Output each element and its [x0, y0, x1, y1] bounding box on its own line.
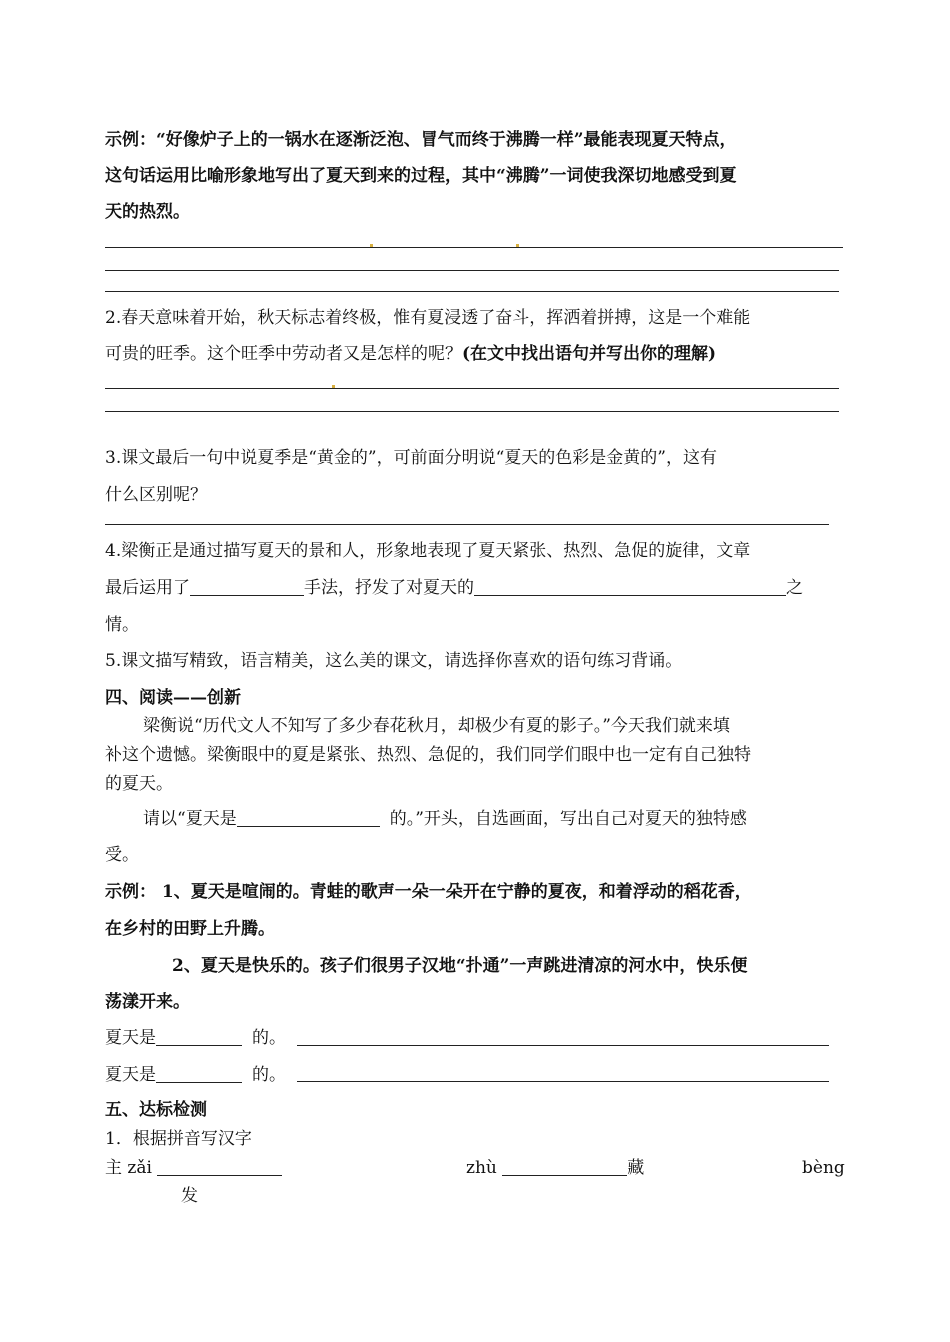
prompt-blank[interactable]	[237, 808, 380, 827]
q4-line-1: 4.梁衡正是通过描写夏天的景和人，形象地表现了夏天紧张、热烈、急促的旋律，文章	[105, 541, 751, 561]
answer-line[interactable]	[105, 270, 839, 271]
fill-suffix: 的。	[252, 1028, 286, 1048]
hanzi-blank[interactable]	[502, 1157, 627, 1176]
pinyin-item-2	[466, 1155, 644, 1181]
prompt-text-b: 的。”开头，自选画面，写出自己对夏天的独特感	[389, 809, 747, 829]
q3-line-2: 什么区别呢？	[105, 485, 207, 505]
answer-line[interactable]	[105, 247, 843, 248]
fill-answer-line[interactable]	[297, 1081, 829, 1082]
example-line-1: 示例：“好像炉子上的一锅水在逐渐泛泡、冒气而终于沸腾一样”最能表现夏天特点，	[105, 130, 737, 150]
fill-row-1	[105, 1025, 845, 1051]
hanzi-blank[interactable]	[157, 1157, 282, 1176]
example-1-line-1: 示例： 1、夏天是喧闹的。青蛙的歌声一朵一朵开在宁静的夏夜，和着浮动的稻花香，	[105, 882, 752, 902]
mark-dot	[370, 244, 373, 247]
fill-answer-line[interactable]	[297, 1045, 829, 1046]
q4-line-2	[105, 575, 845, 601]
answer-line[interactable]	[105, 524, 829, 525]
q4-line-3: 情。	[105, 615, 139, 635]
q2-line-2	[105, 341, 845, 367]
example-1-line-2: 在乡村的田野上升腾。	[105, 919, 275, 939]
example-2-line-2: 荡漾开来。	[105, 992, 190, 1012]
section-4-heading: 四、阅读——创新	[105, 688, 241, 708]
q2-text: 可贵的旺季。这个旺季中劳动者又是怎样的呢？	[105, 344, 462, 364]
pinyin-zhu: zhù	[466, 1158, 497, 1178]
pinyin-item-1	[105, 1155, 282, 1181]
mark-dot	[516, 244, 519, 247]
s4-prompt-line-1	[143, 806, 883, 832]
answer-line[interactable]	[105, 388, 839, 389]
s5-q1: 1．根据拼音写汉字	[105, 1129, 252, 1149]
prompt-text-a: 请以“夏天是	[143, 809, 237, 829]
fill-row-2	[105, 1062, 845, 1088]
pinyin-beng: bèng	[802, 1158, 845, 1178]
fill-suffix: 的。	[252, 1065, 286, 1085]
char-fa: 发	[181, 1186, 198, 1206]
pinyin-zai: 主 zǎi	[105, 1158, 152, 1178]
q4-text-a: 最后运用了	[105, 578, 190, 598]
example-2-line-1: 2、夏天是快乐的。孩子们很男子汉地“扑通”一声跳进清凉的河水中，快乐便	[172, 956, 748, 976]
answer-line[interactable]	[105, 411, 839, 412]
fill-adjective-blank[interactable]	[156, 1027, 242, 1046]
fill-prefix: 夏天是	[105, 1065, 156, 1085]
answer-line[interactable]	[105, 291, 839, 292]
q4-text-c: 之	[786, 578, 803, 598]
technique-blank[interactable]	[190, 577, 304, 596]
emotion-blank[interactable]	[474, 577, 786, 596]
s4-para-line-3: 的夏天。	[105, 774, 173, 794]
fill-adjective-blank[interactable]	[156, 1064, 242, 1083]
example-line-3: 天的热烈。	[105, 202, 190, 222]
s4-para-line-1: 梁衡说“历代文人不知写了多少春花秋月，却极少有夏的影子。”今天我们就来填	[143, 716, 730, 736]
example-line-2: 这句话运用比喻形象地写出了夏天到来的过程，其中“沸腾”一词使我深切地感受到夏	[105, 166, 737, 186]
q2-line-1: 2.春天意味着开始，秋天标志着终极，惟有夏浸透了奋斗，挥洒着拼搏，这是一个难能	[105, 308, 751, 328]
q3-line-1: 3.课文最后一句中说夏季是“黄金的”，可前面分明说“夏天的色彩是金黄的”，这有	[105, 448, 717, 468]
mark-dot	[332, 385, 335, 388]
q4-text-b: 手法，抒发了对夏天的	[304, 578, 474, 598]
s4-para-line-2: 补这个遗憾。梁衡眼中的夏是紧张、热烈、急促的，我们同学们眼中也一定有自己独特	[105, 745, 751, 765]
fill-prefix: 夏天是	[105, 1028, 156, 1048]
char-cang: 藏	[627, 1158, 645, 1178]
section-5-heading: 五、达标检测	[105, 1100, 207, 1120]
s4-prompt-line-2: 受。	[105, 845, 139, 865]
q2-instruction: (在文中找出语句并写出你的理解)	[462, 344, 717, 364]
q5-line-1: 5.课文描写精致，语言精美，这么美的课文，请选择你喜欢的语句练习背诵。	[105, 651, 683, 671]
